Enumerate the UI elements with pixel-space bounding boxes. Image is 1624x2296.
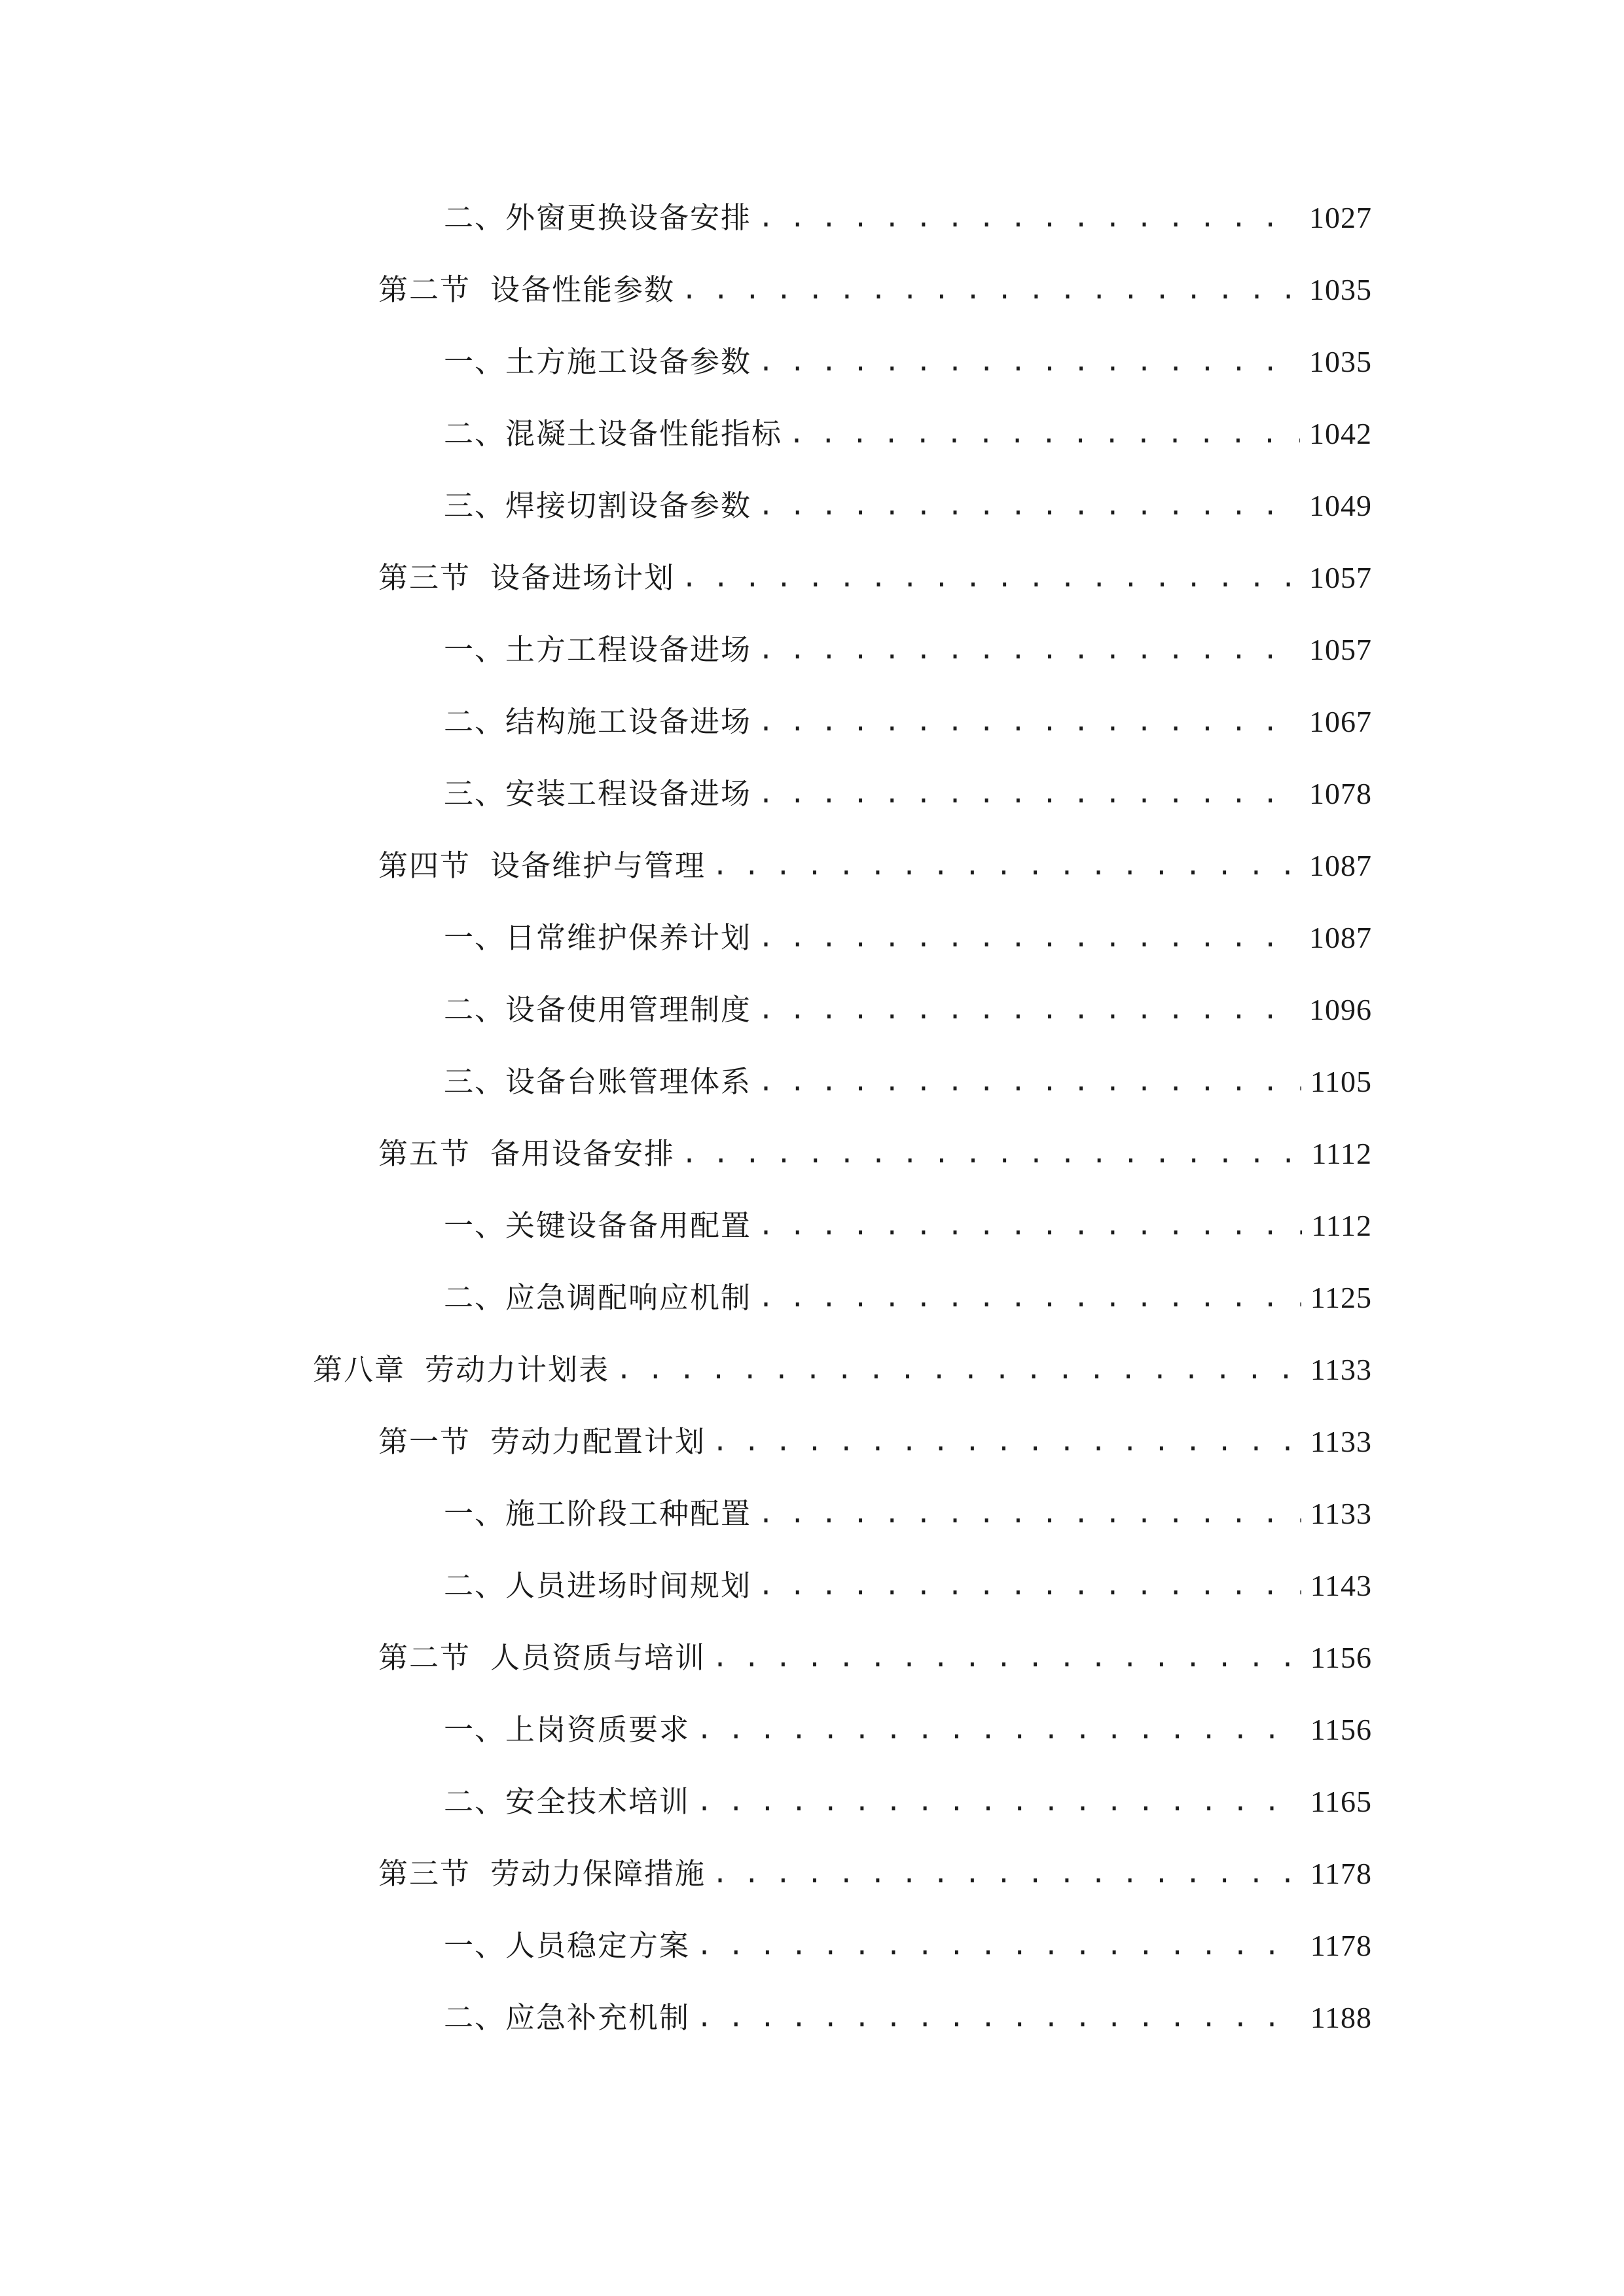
toc-entry-number: 第二节 bbox=[378, 1640, 471, 1675]
toc-page-number: 1178 bbox=[1310, 1857, 1372, 1890]
toc-page-number: 1133 bbox=[1310, 1497, 1372, 1530]
toc-page-number: 1165 bbox=[1310, 1785, 1372, 1818]
toc-entry-title: 结构施工设备进场 bbox=[505, 704, 752, 739]
toc-entry-number: 一、 bbox=[444, 1712, 506, 1747]
toc-page-number: 1049 bbox=[1309, 489, 1372, 522]
toc-entry-title: 安全技术培训 bbox=[505, 1784, 691, 1819]
toc-entry[interactable] bbox=[0, 326, 1624, 398]
toc-entry-number: 三、 bbox=[444, 1064, 506, 1099]
toc-entry[interactable] bbox=[0, 686, 1624, 758]
toc-entry-title: 劳动力保障措施 bbox=[490, 1856, 706, 1891]
toc-entry[interactable] bbox=[0, 470, 1624, 542]
toc-entry-title: 备用设备安排 bbox=[490, 1136, 676, 1171]
toc-entry[interactable] bbox=[0, 1406, 1624, 1478]
toc-entry[interactable] bbox=[0, 1622, 1624, 1694]
toc-entry-title: 应急补充机制 bbox=[505, 2000, 691, 2035]
toc-page-number: 1112 bbox=[1311, 1137, 1372, 1170]
toc-dot-leader bbox=[758, 686, 1300, 758]
toc-entry-title: 土方工程设备进场 bbox=[505, 632, 752, 667]
toc-dot-leader bbox=[616, 1334, 1301, 1406]
toc-entry-number: 第八章 bbox=[313, 1352, 406, 1387]
toc-dot-leader bbox=[758, 758, 1300, 830]
toc-entry[interactable] bbox=[0, 1982, 1624, 2054]
toc-entry-number: 一、 bbox=[444, 1496, 506, 1531]
toc-entry-number: 二、 bbox=[444, 704, 506, 739]
toc-entry[interactable] bbox=[0, 758, 1624, 830]
toc-dot-leader bbox=[681, 254, 1300, 326]
toc-dot-leader bbox=[758, 182, 1300, 254]
toc-page-number: 1133 bbox=[1310, 1425, 1372, 1458]
toc-page-number: 1087 bbox=[1309, 849, 1372, 882]
toc-entry-title: 焊接切割设备参数 bbox=[505, 488, 752, 523]
toc-dot-leader bbox=[681, 542, 1300, 614]
toc-entry[interactable] bbox=[0, 1262, 1624, 1334]
toc-entry-number: 二、 bbox=[444, 2000, 506, 2035]
toc-entry-number: 二、 bbox=[444, 200, 506, 235]
toc-page-number: 1035 bbox=[1309, 345, 1372, 378]
toc-dot-leader bbox=[696, 1694, 1301, 1766]
toc-entry-title: 安装工程设备进场 bbox=[505, 776, 752, 811]
toc-dot-leader bbox=[758, 1262, 1301, 1334]
toc-entry-title: 施工阶段工种配置 bbox=[505, 1496, 752, 1531]
toc-page-number: 1125 bbox=[1310, 1281, 1372, 1314]
toc-entry-title: 人员资质与培训 bbox=[490, 1640, 706, 1675]
toc-entry-number: 一、 bbox=[444, 632, 506, 667]
toc-page-number: 1105 bbox=[1310, 1065, 1372, 1098]
toc-entry[interactable] bbox=[0, 1118, 1624, 1190]
toc-dot-leader bbox=[758, 902, 1300, 974]
toc-dot-leader bbox=[758, 614, 1300, 686]
toc-entry-number: 一、 bbox=[444, 920, 506, 955]
toc-entry[interactable] bbox=[0, 1478, 1624, 1550]
toc-page-number: 1057 bbox=[1309, 633, 1372, 666]
toc-page-number: 1178 bbox=[1310, 1929, 1372, 1962]
toc-entry-number: 二、 bbox=[444, 1568, 506, 1603]
toc-entry[interactable] bbox=[0, 1766, 1624, 1838]
toc-entry[interactable] bbox=[0, 1046, 1624, 1118]
toc-entry-title: 外窗更换设备安排 bbox=[505, 200, 752, 235]
toc-entry-number: 二、 bbox=[444, 992, 506, 1027]
toc-entry-title: 混凝土设备性能指标 bbox=[505, 416, 783, 451]
toc-entry-title: 劳动力计划表 bbox=[425, 1352, 610, 1387]
toc-entry[interactable] bbox=[0, 614, 1624, 686]
toc-entry[interactable] bbox=[0, 1910, 1624, 1982]
toc-entry[interactable] bbox=[0, 398, 1624, 470]
toc-entry-title: 人员进场时间规划 bbox=[505, 1568, 752, 1603]
toc-dot-leader bbox=[712, 1406, 1301, 1478]
toc-page-number: 1112 bbox=[1311, 1209, 1372, 1242]
toc-page-number: 1027 bbox=[1309, 201, 1372, 234]
toc-entry-number: 第二节 bbox=[378, 272, 471, 307]
toc-entry-number: 一、 bbox=[444, 344, 506, 379]
toc-dot-leader bbox=[696, 1766, 1301, 1838]
toc-page-number: 1078 bbox=[1309, 777, 1372, 810]
toc-dot-leader bbox=[758, 974, 1300, 1046]
toc-entry-number: 二、 bbox=[444, 1280, 506, 1315]
toc-entry[interactable] bbox=[0, 830, 1624, 902]
toc-entry-title: 设备台账管理体系 bbox=[505, 1064, 752, 1099]
toc-entry[interactable] bbox=[0, 1190, 1624, 1262]
toc-entry-number: 一、 bbox=[444, 1208, 506, 1243]
toc-dot-leader bbox=[696, 1982, 1301, 2054]
toc-dot-leader bbox=[681, 1118, 1302, 1190]
toc-entry[interactable] bbox=[0, 542, 1624, 614]
toc-dot-leader bbox=[696, 1910, 1301, 1982]
toc-entry-title: 土方施工设备参数 bbox=[505, 344, 752, 379]
toc-dot-leader bbox=[758, 470, 1300, 542]
toc-dot-leader bbox=[712, 1838, 1301, 1910]
toc-entry-title: 应急调配响应机制 bbox=[505, 1280, 752, 1315]
toc-entry-title: 日常维护保养计划 bbox=[505, 920, 752, 955]
toc-dot-leader bbox=[758, 1190, 1302, 1262]
toc-dot-leader bbox=[758, 326, 1300, 398]
toc-entry-title: 设备维护与管理 bbox=[490, 848, 706, 883]
toc-dot-leader bbox=[758, 1550, 1301, 1622]
toc-page-number: 1188 bbox=[1310, 2001, 1372, 2034]
toc-page-number: 1042 bbox=[1309, 417, 1372, 450]
toc-entry-title: 人员稳定方案 bbox=[505, 1928, 691, 1963]
toc-entry-number: 三、 bbox=[444, 776, 506, 811]
toc-entry-number: 一、 bbox=[444, 1928, 506, 1963]
toc-page-number: 1096 bbox=[1309, 993, 1372, 1026]
toc-entry[interactable] bbox=[0, 1838, 1624, 1910]
toc-entry[interactable] bbox=[0, 1334, 1624, 1406]
toc-page-number: 1087 bbox=[1309, 921, 1372, 954]
toc-entry-number: 第四节 bbox=[378, 848, 471, 883]
toc-page-number: 1133 bbox=[1310, 1353, 1372, 1386]
toc-entry-number: 三、 bbox=[444, 488, 506, 523]
toc-page-number: 1156 bbox=[1310, 1713, 1372, 1746]
toc-page-number: 1156 bbox=[1310, 1641, 1372, 1674]
toc-entry[interactable] bbox=[0, 1694, 1624, 1766]
toc-entry-number: 第一节 bbox=[378, 1424, 471, 1459]
toc-dot-leader bbox=[712, 830, 1300, 902]
toc-dot-leader bbox=[758, 1478, 1301, 1550]
toc-dot-leader bbox=[789, 398, 1300, 470]
toc-entry-number: 二、 bbox=[444, 416, 506, 451]
toc-page-number: 1057 bbox=[1309, 561, 1372, 594]
toc-entry-number: 二、 bbox=[444, 1784, 506, 1819]
toc-entry-title: 设备使用管理制度 bbox=[505, 992, 752, 1027]
toc-dot-leader bbox=[712, 1622, 1301, 1694]
toc-entry[interactable] bbox=[0, 254, 1624, 326]
toc-page-number: 1067 bbox=[1309, 705, 1372, 738]
table-of-contents bbox=[0, 182, 1624, 2054]
toc-entry[interactable] bbox=[0, 1550, 1624, 1622]
toc-entry[interactable] bbox=[0, 182, 1624, 254]
toc-entry-number: 第五节 bbox=[378, 1136, 471, 1171]
toc-entry-number: 第三节 bbox=[378, 1856, 471, 1891]
toc-page-number: 1143 bbox=[1310, 1569, 1372, 1602]
toc-entry-title: 上岗资质要求 bbox=[505, 1712, 691, 1747]
toc-entry-title: 关键设备备用配置 bbox=[505, 1208, 752, 1243]
toc-entry[interactable] bbox=[0, 974, 1624, 1046]
toc-entry-title: 劳动力配置计划 bbox=[490, 1424, 706, 1459]
toc-entry-number: 第三节 bbox=[378, 560, 471, 595]
toc-page-number: 1035 bbox=[1309, 273, 1372, 306]
toc-entry-title: 设备性能参数 bbox=[490, 272, 676, 307]
toc-entry-title: 设备进场计划 bbox=[490, 560, 676, 595]
toc-dot-leader bbox=[758, 1046, 1301, 1118]
toc-entry[interactable] bbox=[0, 902, 1624, 974]
